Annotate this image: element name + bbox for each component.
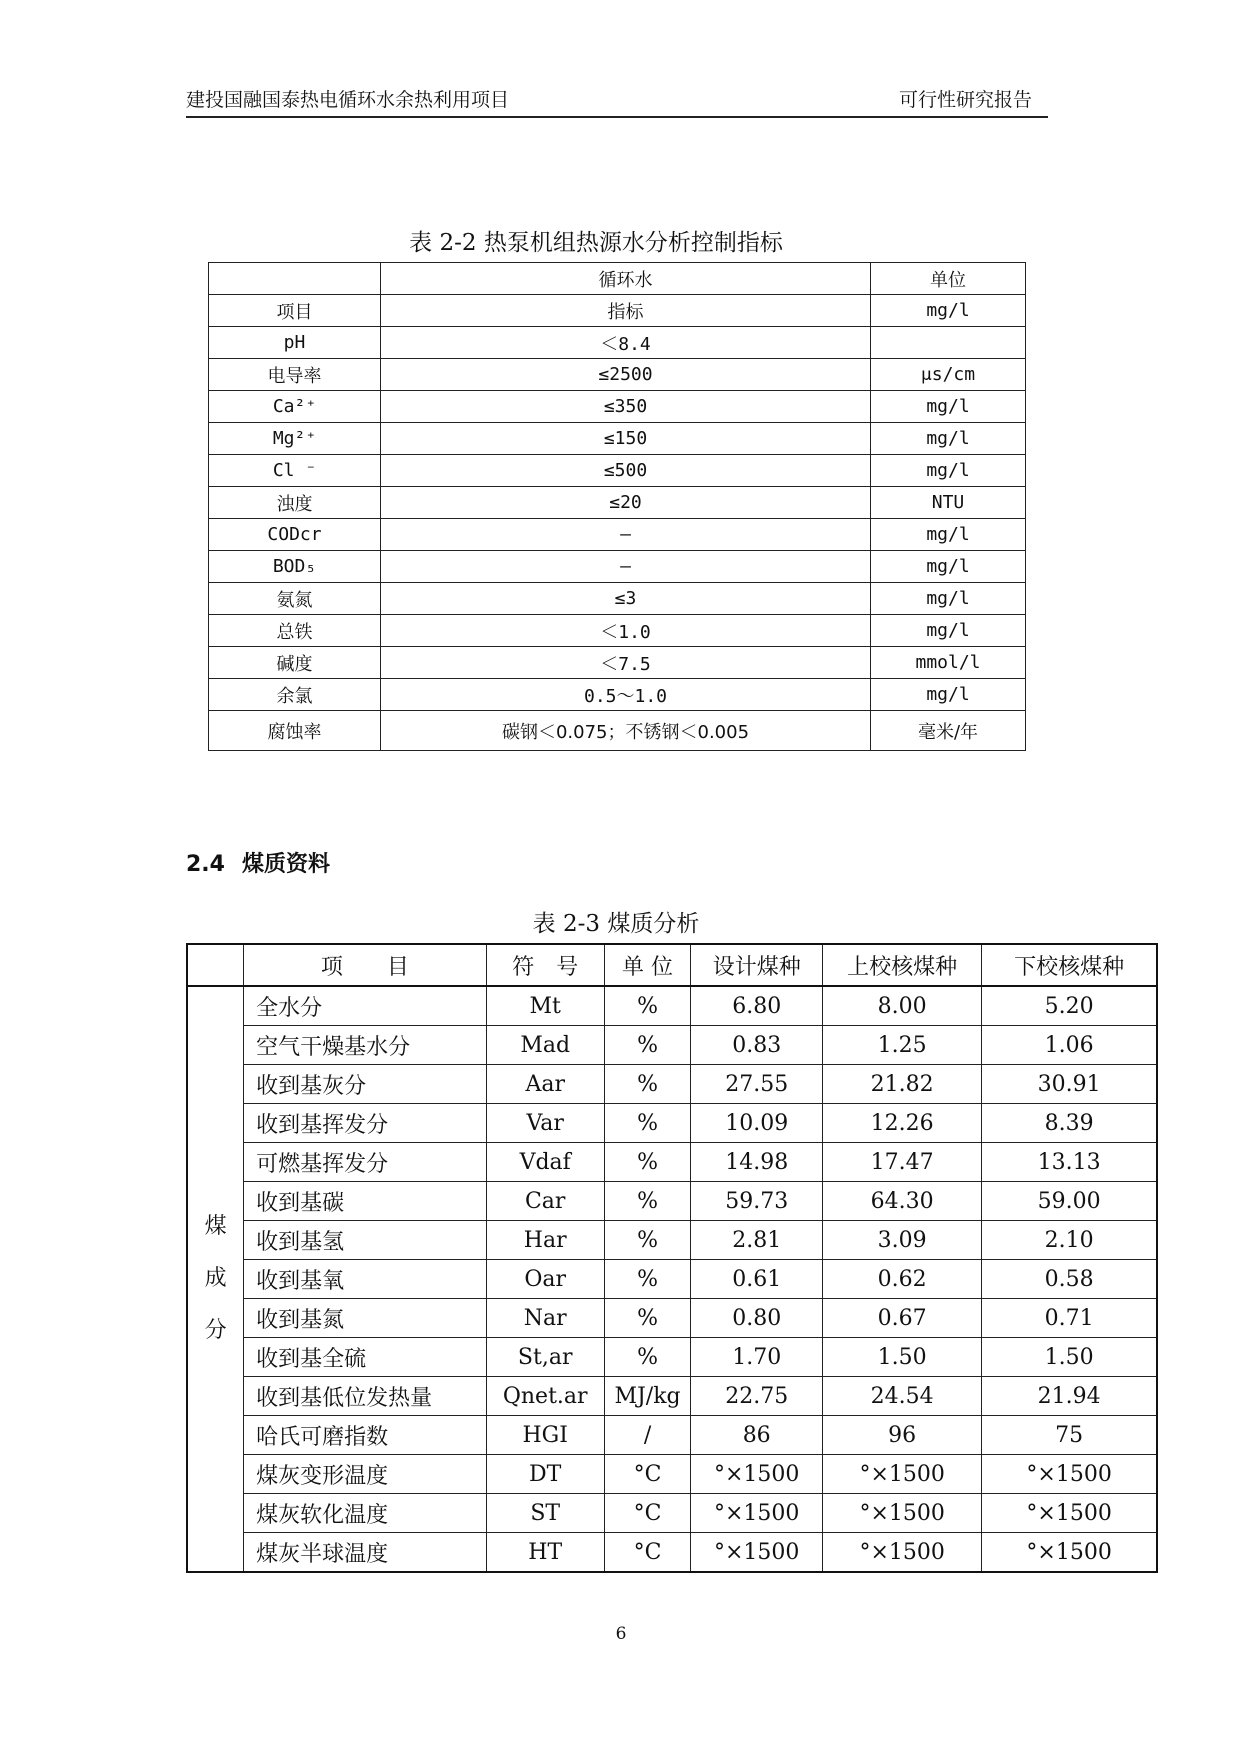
table-cell: % (604, 1221, 691, 1260)
table-row (187, 1416, 1157, 1455)
table-2-2-caption: 表 2-2 热泵机组热源水分析控制指标 (409, 230, 783, 256)
section-heading (186, 847, 330, 878)
table-cell: 1.50 (982, 1338, 1157, 1377)
table-cell: 0.71 (982, 1299, 1157, 1338)
table-cell: Nar (486, 1299, 604, 1338)
table-cell: ≤2500 (381, 359, 871, 391)
page-header (186, 86, 1048, 118)
table-cell: °×1500 (823, 1494, 982, 1533)
table-cell: mg/l (871, 455, 1026, 487)
table-cell: ＜1.0 (381, 615, 871, 647)
table-row (209, 551, 1026, 583)
table-cell: NTU (871, 487, 1026, 519)
table-row (187, 1377, 1157, 1416)
table-cell: °×1500 (691, 1455, 823, 1494)
table-cell: 余氯 (209, 679, 381, 711)
table-cell: Cl ⁻ (209, 455, 381, 487)
table-cell: °C (604, 1533, 691, 1573)
table-2-3-caption: 表 2-3 煤质分析 (532, 911, 700, 937)
table-cell: Ca²⁺ (209, 391, 381, 423)
table-cell: 1.06 (982, 1026, 1157, 1065)
table-cell: 21.82 (823, 1065, 982, 1104)
table-row (187, 1104, 1157, 1143)
table-cell: 可燃基挥发分 (244, 1143, 486, 1182)
table-cell: °×1500 (691, 1494, 823, 1533)
table-row (187, 1260, 1157, 1299)
table-cell (871, 327, 1026, 359)
table-row (209, 583, 1026, 615)
table-cell: 27.55 (691, 1065, 823, 1104)
table-cell: — (381, 551, 871, 583)
table-cell: mg/l (871, 551, 1026, 583)
table-cell: °C (604, 1494, 691, 1533)
table-cell: / (604, 1416, 691, 1455)
table-cell: 6.80 (691, 986, 823, 1026)
table-cell: pH (209, 327, 381, 359)
section-title: 煤质资料 (242, 852, 331, 877)
table-cell (209, 263, 381, 295)
table-cell: CODcr (209, 519, 381, 551)
table-cell: % (604, 1026, 691, 1065)
table-cell: 收到基氢 (244, 1221, 486, 1260)
table-row (187, 1065, 1157, 1104)
column-header: 项 目 (244, 944, 486, 986)
table-cell: 指标 (381, 295, 871, 327)
table-cell: 0.80 (691, 1299, 823, 1338)
table-cell: 14.98 (691, 1143, 823, 1182)
table-cell: 1.50 (823, 1338, 982, 1377)
table-cell: mg/l (871, 519, 1026, 551)
table-cell: mg/l (871, 583, 1026, 615)
table-cell: Mad (486, 1026, 604, 1065)
table-cell: ST (486, 1494, 604, 1533)
table-cell: 毫米/年 (871, 711, 1026, 751)
table-cell: DT (486, 1455, 604, 1494)
table-cell: ≤3 (381, 583, 871, 615)
table-cell: °×1500 (982, 1494, 1157, 1533)
table-cell: % (604, 1299, 691, 1338)
table-cell: °C (604, 1455, 691, 1494)
header-project-title: 建投国融国泰热电循环水余热利用项目 (186, 89, 510, 111)
table-cell: 收到基氮 (244, 1299, 486, 1338)
table-cell: 0.67 (823, 1299, 982, 1338)
table-cell: 煤灰半球温度 (244, 1533, 486, 1573)
table-cell: 浊度 (209, 487, 381, 519)
table-cell: HT (486, 1533, 604, 1573)
table-cell: 收到基灰分 (244, 1065, 486, 1104)
table-cell: 59.73 (691, 1182, 823, 1221)
column-header: 下校核煤种 (982, 944, 1157, 986)
table-corner-cell (187, 944, 244, 986)
table-cell: 86 (691, 1416, 823, 1455)
water-analysis-table (208, 262, 1026, 751)
table-row (209, 519, 1026, 551)
table-cell: 12.26 (823, 1104, 982, 1143)
table-cell: 煤灰变形温度 (244, 1455, 486, 1494)
column-header: 符 号 (486, 944, 604, 986)
group-label-char: 煤 (204, 1214, 227, 1239)
table-cell: °×1500 (982, 1533, 1157, 1573)
table-cell: % (604, 1338, 691, 1377)
column-header: 设计煤种 (691, 944, 823, 986)
table-cell: 总铁 (209, 615, 381, 647)
coal-composition-group-label (187, 986, 244, 1572)
table-cell: % (604, 1104, 691, 1143)
table-cell: 单位 (871, 263, 1026, 295)
table-row (209, 263, 1026, 295)
table-cell: Var (486, 1104, 604, 1143)
table-cell: mg/l (871, 423, 1026, 455)
table-cell: 0.61 (691, 1260, 823, 1299)
table-cell: 煤灰软化温度 (244, 1494, 486, 1533)
table-row (209, 647, 1026, 679)
table-cell: 24.54 (823, 1377, 982, 1416)
table-cell: 1.70 (691, 1338, 823, 1377)
table-row (209, 391, 1026, 423)
table-cell: 空气干燥基水分 (244, 1026, 486, 1065)
table-row (187, 1182, 1157, 1221)
table-cell: 8.00 (823, 986, 982, 1026)
table-cell: mg/l (871, 615, 1026, 647)
table-cell: % (604, 1143, 691, 1182)
section-number: 2.4 (186, 852, 225, 877)
table-cell: mg/l (871, 295, 1026, 327)
column-header: 上校核煤种 (823, 944, 982, 986)
group-label-char: 分 (204, 1318, 227, 1343)
table-cell: 0.58 (982, 1260, 1157, 1299)
table-row (209, 615, 1026, 647)
table-row (209, 295, 1026, 327)
group-label-char: 成 (204, 1266, 227, 1291)
table-cell: ＜8.4 (381, 327, 871, 359)
table-row (187, 1494, 1157, 1533)
table-cell: 0.5～1.0 (381, 679, 871, 711)
table-cell: 10.09 (691, 1104, 823, 1143)
table-cell: Vdaf (486, 1143, 604, 1182)
table-cell: Car (486, 1182, 604, 1221)
table-cell: 8.39 (982, 1104, 1157, 1143)
table-cell: % (604, 1260, 691, 1299)
table-cell: 哈氏可磨指数 (244, 1416, 486, 1455)
table-cell: mg/l (871, 391, 1026, 423)
table-cell: 13.13 (982, 1143, 1157, 1182)
table-row (187, 1533, 1157, 1573)
column-header: 单 位 (604, 944, 691, 986)
table-row (209, 327, 1026, 359)
table-cell: 0.83 (691, 1026, 823, 1065)
table-cell: Oar (486, 1260, 604, 1299)
table-cell: 1.25 (823, 1026, 982, 1065)
table-cell: 电导率 (209, 359, 381, 391)
table-cell: 全水分 (244, 986, 486, 1026)
table-cell: MJ/kg (604, 1377, 691, 1416)
table-cell: 2.10 (982, 1221, 1157, 1260)
table-cell: 循环水 (381, 263, 871, 295)
table-cell: ≤20 (381, 487, 871, 519)
table-row (187, 1221, 1157, 1260)
table-cell: 59.00 (982, 1182, 1157, 1221)
table-row (187, 1026, 1157, 1065)
table-cell: 收到基氧 (244, 1260, 486, 1299)
table-row (209, 423, 1026, 455)
table-row (187, 1338, 1157, 1377)
table-cell: Aar (486, 1065, 604, 1104)
table-row (187, 1299, 1157, 1338)
table-cell: 收到基碳 (244, 1182, 486, 1221)
table-cell: 21.94 (982, 1377, 1157, 1416)
table-cell: 64.30 (823, 1182, 982, 1221)
table-cell: ≤150 (381, 423, 871, 455)
table-cell: % (604, 986, 691, 1026)
table-cell: 5.20 (982, 986, 1157, 1026)
table-cell: 22.75 (691, 1377, 823, 1416)
table-cell: 3.09 (823, 1221, 982, 1260)
table-cell: 碳钢＜0.075；不锈钢＜0.005 (381, 711, 871, 751)
table-cell: % (604, 1182, 691, 1221)
table-cell: 氨氮 (209, 583, 381, 615)
table-row (209, 711, 1026, 751)
table-cell: Mt (486, 986, 604, 1026)
table-cell: μs/cm (871, 359, 1026, 391)
table-cell: °×1500 (982, 1455, 1157, 1494)
table-cell: ≤350 (381, 391, 871, 423)
table-cell: 腐蚀率 (209, 711, 381, 751)
table-cell: HGI (486, 1416, 604, 1455)
table-cell: 17.47 (823, 1143, 982, 1182)
table-cell: 收到基全硫 (244, 1338, 486, 1377)
table-row (187, 1455, 1157, 1494)
table-cell: BOD₅ (209, 551, 381, 583)
table-cell: °×1500 (691, 1533, 823, 1573)
table-cell: ＜7.5 (381, 647, 871, 679)
table-cell: 30.91 (982, 1065, 1157, 1104)
table-row (187, 986, 1157, 1026)
table-cell: °×1500 (823, 1455, 982, 1494)
page-number: 6 (615, 1624, 627, 1644)
table-cell: 收到基低位发热量 (244, 1377, 486, 1416)
table-cell: ≤500 (381, 455, 871, 487)
table-cell: mg/l (871, 679, 1026, 711)
table-cell: Har (486, 1221, 604, 1260)
table-header-row (187, 944, 1157, 986)
table-row (209, 487, 1026, 519)
header-report-type: 可行性研究报告 (898, 89, 1032, 111)
table-cell: 项目 (209, 295, 381, 327)
table-cell: St,ar (486, 1338, 604, 1377)
table-cell: 碱度 (209, 647, 381, 679)
table-cell: % (604, 1065, 691, 1104)
table-cell: °×1500 (823, 1533, 982, 1573)
table-row (209, 455, 1026, 487)
table-cell: 96 (823, 1416, 982, 1455)
table-cell: 收到基挥发分 (244, 1104, 486, 1143)
coal-analysis-table (186, 943, 1158, 1573)
table-cell: 75 (982, 1416, 1157, 1455)
table-cell: — (381, 519, 871, 551)
table-row (209, 359, 1026, 391)
table-cell: Mg²⁺ (209, 423, 381, 455)
table-row (187, 1143, 1157, 1182)
table-cell: 0.62 (823, 1260, 982, 1299)
table-row (209, 679, 1026, 711)
table-cell: Qnet.ar (486, 1377, 604, 1416)
table-cell: 2.81 (691, 1221, 823, 1260)
table-cell: mmol/l (871, 647, 1026, 679)
